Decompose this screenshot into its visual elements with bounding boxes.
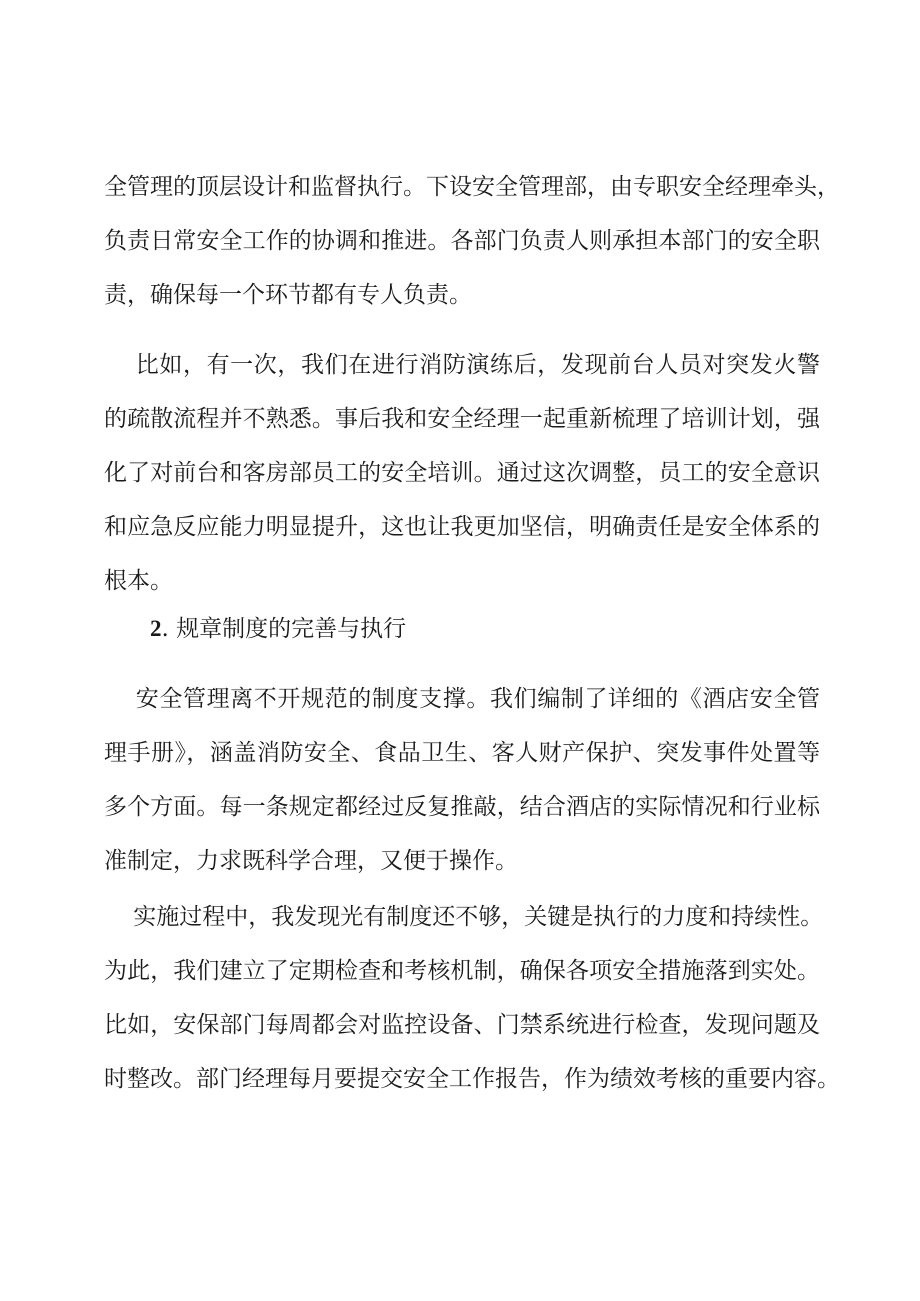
text-line: 的疏散流程并不熟悉。事后我和安全经理一起重新梳理了培训计划，强 (104, 406, 820, 432)
text-line: 和应急反应能力明显提升，这也让我更加坚信，明确责任是安全体系的 (104, 514, 820, 540)
text-line: 时整改。部门经理每月要提交安全工作报告，作为绩效考核的重要内容。 (104, 1066, 840, 1092)
paragraph-safety-manual (104, 672, 820, 888)
text-line: 准制定，力求既科学合理，又便于操作。 (104, 848, 518, 874)
paragraph-responsibility-structure (104, 160, 840, 322)
text-line: 为此，我们建立了定期检查和考核机制，确保各项安全措施落到实处。 (104, 958, 820, 984)
text-line: 比如，安保部门每周都会对监控设备、门禁系统进行检查，发现问题及 (104, 1012, 820, 1038)
text-line: 全管理的顶层设计和监督执行。下设安全管理部，由专职安全经理牵头， (104, 174, 840, 200)
text-line: 根本。 (104, 568, 173, 594)
text-line: 安全管理离不开规范的制度支撑。我们编制了详细的《酒店安全管 (104, 686, 820, 712)
text-line: 负责日常安全工作的协调和推进。各部门负责人则承担本部门的安全职 (104, 228, 820, 254)
paragraph-fire-drill-example (104, 338, 820, 608)
text-line: 理手册》，涵盖消防安全、食品卫生、客人财产保护、突发事件处置等 (104, 740, 820, 766)
text-line: 实施过程中，我发现光有制度还不够，关键是执行的力度和持续性。 (104, 904, 824, 930)
text-line: 比如，有一次，我们在进行消防演练后，发现前台人员对突发火警 (104, 352, 820, 378)
text-line: 化了对前台和客房部员工的安全培训。通过这次调整，员工的安全意识 (104, 460, 820, 486)
section-number: 2 (150, 616, 162, 641)
text-line: 多个方面。每一条规定都经过反复推敲，结合酒店的实际情况和行业标 (104, 794, 820, 820)
section-heading (150, 602, 406, 656)
text-line: 责，确保每一个环节都有专人负责。 (104, 282, 472, 308)
paragraph-execution-checks (104, 890, 840, 1106)
section-title: . 规章制度的完善与执行 (161, 616, 407, 642)
